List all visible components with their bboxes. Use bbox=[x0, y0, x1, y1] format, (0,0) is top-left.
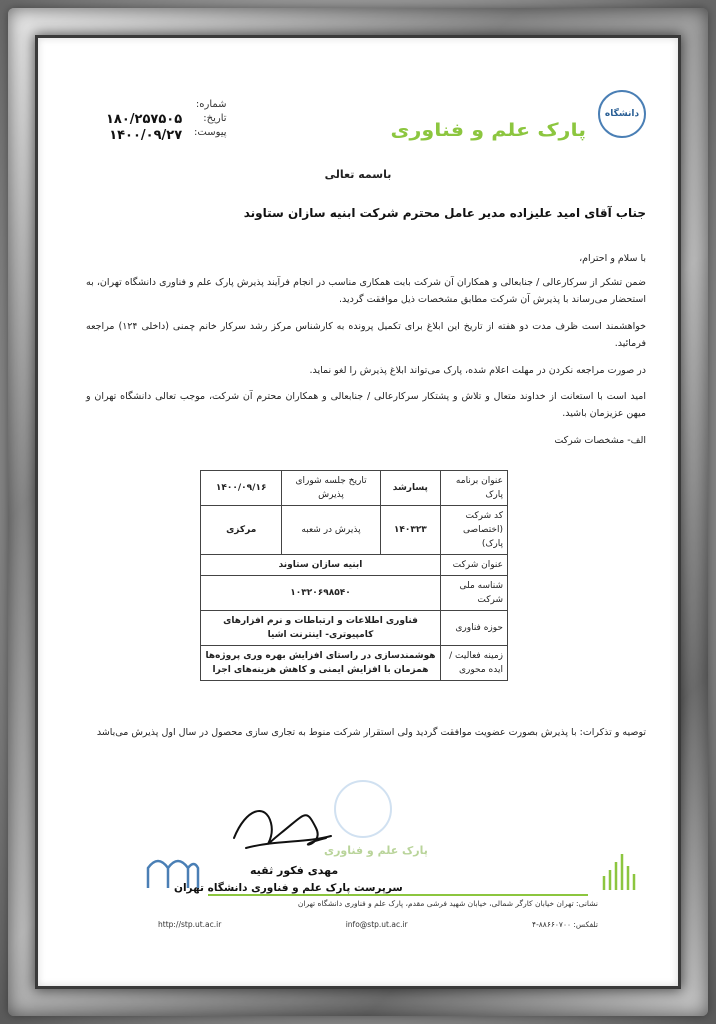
table-row bbox=[201, 646, 508, 681]
tower-icon bbox=[600, 850, 640, 892]
activity-value: هوشمندسازی در راستای افزایش بهره وری پروژه‌ها همزمان با افزایش ایمنی و کاهش هزینه‌های اجرا bbox=[201, 646, 441, 681]
park-building-icon bbox=[144, 850, 200, 890]
attachment-label: پیوست: bbox=[194, 127, 227, 138]
meta-values bbox=[106, 112, 182, 144]
code-label: کد شرکت (اختصاصی پارک) bbox=[441, 506, 508, 555]
footer-address: نشانی: تهران خیابان کارگر شمالی، خیابان شهید فرشی مقدم، پارک علم و فناوری دانشگاه تهران bbox=[297, 899, 598, 908]
signer-name: مهدی فکور ثقیه bbox=[250, 864, 339, 877]
date-label: تاریخ: bbox=[203, 113, 227, 124]
table-row bbox=[201, 555, 508, 576]
meta-labels bbox=[194, 98, 227, 140]
number-label: شماره: bbox=[195, 99, 227, 110]
park-logo: پارک علم و فناوری bbox=[390, 120, 586, 141]
signature-icon bbox=[226, 798, 336, 858]
branch-value: مرکزی bbox=[201, 506, 282, 555]
stamp-text: پارک علم و فناوری bbox=[324, 844, 428, 857]
seal-stamp-icon bbox=[334, 780, 392, 838]
tech-value: فناوری اطلاعات و ارتباطات و نرم افزارهای کامپیوتری- اینترنت اشیا bbox=[201, 611, 441, 646]
paragraph-2: خواهشمند است ظرف مدت دو هفته از تاریخ این ابلاغ برای تکمیل پرونده به کارشناس مرکز رشد سرکار خانم چمنی (داخلی ۱۲۴) مراجعه فرمائید. bbox=[86, 321, 646, 349]
university-logo-icon: دانشگاه bbox=[598, 90, 646, 138]
national-id-value: ۱۰۳۲۰۶۹۸۵۴۰ bbox=[201, 576, 441, 611]
paragraph-3: در صورت مراجعه نکردن در مهلت اعلام شده، پارک می‌تواند ابلاغ پذیرش را لغو نماید. bbox=[309, 365, 646, 376]
table-row bbox=[201, 506, 508, 555]
paragraph-1: ضمن تشکر از سرکارعالی / جنابعالی و همکاران آن شرکت بابت همکاری مناسب در انجام فرآیند پذیرش پارک علم و فناوری دانشگاه تهران، به استحضار می‌رساند با پذیرش آن شرکت مطابق مشخصات ذیل موافقت گردید. bbox=[86, 277, 646, 305]
program-value: پسارشد bbox=[380, 471, 440, 506]
recipient: جناب آقای امید علیزاده مدیر عامل محترم شرکت ابنیه سازان ستاوند bbox=[243, 206, 646, 220]
table-row bbox=[201, 611, 508, 646]
company-spec-table bbox=[200, 470, 508, 681]
activity-label: زمینه فعالیت / ایده محوری bbox=[441, 646, 508, 681]
company-value: ابنیه سازان ستاوند bbox=[201, 555, 441, 576]
code-value: ۱۴۰۳۲۳ bbox=[380, 506, 440, 555]
letter-number: ۱۸۰/۲۵۷۵۰۵ bbox=[106, 112, 183, 127]
council-value: ۱۴۰۰/۰۹/۱۶ bbox=[201, 471, 282, 506]
letter-date: ۱۴۰۰/۰۹/۲۷ bbox=[109, 128, 183, 143]
footer-email[interactable]: info@stp.ut.ac.ir bbox=[345, 920, 408, 929]
branch-label: پذیرش در شعبه bbox=[282, 506, 380, 555]
letter-page bbox=[58, 58, 658, 966]
signer-title: سرپرست پارک علم و فناوری دانشگاه تهران bbox=[174, 882, 403, 894]
national-id-label: شناسه ملی شرکت bbox=[441, 576, 508, 611]
footer-website[interactable]: http://stp.ut.ac.ir bbox=[158, 920, 222, 929]
footer-contacts bbox=[158, 920, 598, 929]
paragraph-4: امید است با استعانت از خداوند متعال و تلاش و پشتکار سرکارعالی / جنابعالی و همکاران محترم آن شرکت، موجب تعالی دانشگاه تهران و میهن عزیزمان باشید. bbox=[86, 391, 646, 419]
tech-label: حوزه فناوری bbox=[441, 611, 508, 646]
company-label: عنوان شرکت bbox=[441, 555, 508, 576]
program-label: عنوان برنامه پارک bbox=[441, 471, 508, 506]
greeting: با سلام و احترام، bbox=[579, 253, 646, 264]
footer-phone: تلفکس: ۸۸۶۶۰۷۰۰-۴ bbox=[532, 920, 598, 929]
council-label: تاریخ جلسه شورای پذیرش bbox=[282, 471, 380, 506]
table-row bbox=[201, 576, 508, 611]
salutation-title: باسمه تعالی bbox=[324, 168, 392, 181]
footer-divider bbox=[208, 894, 588, 896]
section-label: الف- مشخصات شرکت bbox=[554, 435, 646, 446]
recommendation: توصیه و تذکرات: با پذیرش بصورت عضویت موافقت گردید ولی استقرار شرکت منوط به تجاری سازی محصول در سال اول پذیرش می‌باشد bbox=[96, 727, 646, 738]
table-row bbox=[201, 471, 508, 506]
